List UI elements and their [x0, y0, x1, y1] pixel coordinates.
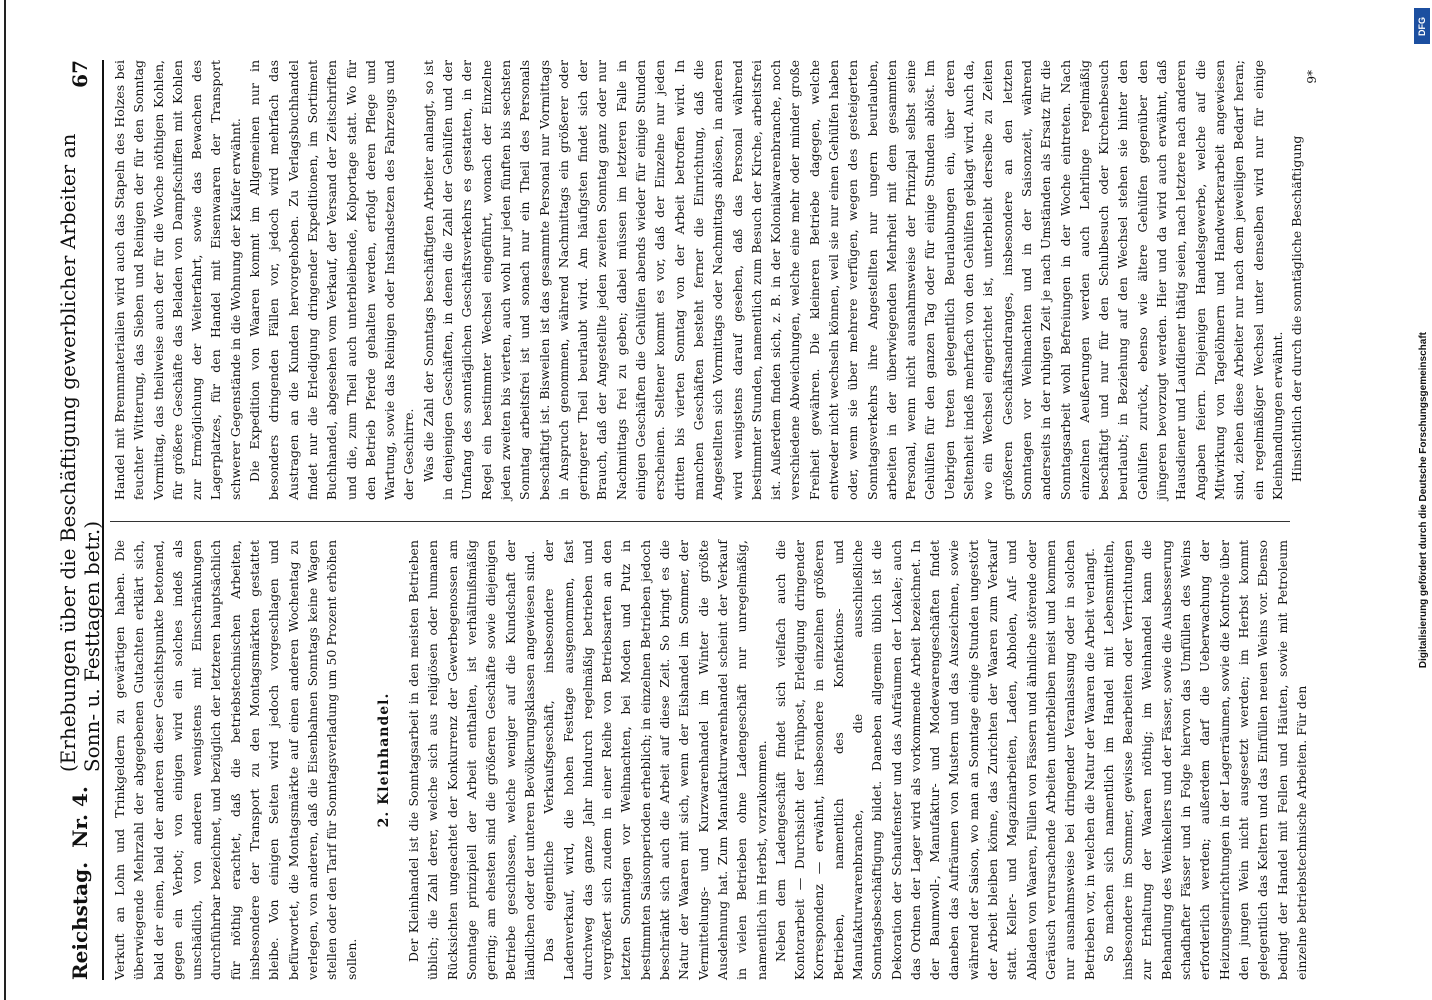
right-paragraph: Handel mit Brennmaterialien wird auch das Stapeln des Holzes bei feuchter Witterung, das Sieben und Reinigen der für den Sonntag Vormittag, das theilweise auch der für die Woche nöthigen Kohlen, für größere Geschäfte das Beladen von Dampfschiffen mit Kohlen zur Ermöglichung der Weiterfahrt, sowie das Bewachen des Lagerplatzes, für den Handel mit Eisenwaaren der Transport schwerer Gegenstände in die Wohnung der Käufer erwähnt.: [112, 60, 243, 500]
issue-number: Nr. 4.: [68, 786, 92, 848]
left-column: [110, 540, 1311, 980]
right-paragraph: Was die Zahl der Sonntags beschäftigten Arbeiter anlangt, so ist in denjenigen Geschäften, in denen die Zahl der Gehülfen und der Umfang des sonntäglichen Geschäftsverkehrs es gestatten, in der Regel ein bestimmter Wechsel eingeführt, wonach der Einzelne jeden zweiten bis vierten, auch wohl nur jeden fünften bis sechsten Sonntag arbeitsfrei ist und sonach nur ein Theil des Personals beschäftigt ist. Bisweilen ist das gesammte Personal nur Vormittags in Anspruch genommen, während Nachmittags ein größerer oder geringerer Theil beurlaubt wird. Am häufigsten findet sich der Brauch, daß der Angestellte jeden zweiten Sonntag ganz oder nur Nachmittags frei zu geben; dabei müssen im letzteren Falle in einigen Geschäften die Gehülfen abends wieder für einige Stunden erscheinen. Seltener kommt es vor, daß der Einzelne nur jeden dritten bis vierten Sonntag von der Arbeit betroffen wird. In manchen Geschäften besteht ferner die Einrichtung, daß die Angestellten sich Vormittags oder Nachmittags ablösen, in anderen wird wenigstens darauf gesehen, daß das Personal während bestimmter Stunden, namentlich zum Besuch der Kirche, arbeitsfrei ist. Außerdem finden sich, z. B. in der Kolonialwarenbranche, noch verschiedene Abweichungen, welche eine mehr oder minder große Freiheit gewähren. Die kleineren Betriebe dagegen, welche entweder nicht wechseln können, weil sie nur einen Gehülfen haben oder, wenn sie über mehrere verfügen, wegen des gesteigerten Sonntagsverkehrs ihre Angestellten nur ungern beurlauben, arbeiten in der überwiegenden Mehrheit mit dem gesammten Personal, wenn nicht ausnahmsweise der Prinzipal selbst seine Gehülfen für den ganzen Tag oder für einige Stunden ablöst. Im Uebrigen treten gelegentlich Beurlaubungen ein, über deren Seltenheit indeß mehrfach von den Gehülfen geklagt wird. Auch da, wo ein Wechsel eingerichtet ist, unterbleibt derselbe zu Zeiten größeren Geschäftsandranges, insbesondere an den letzten Sonntagen vor Weihnachten und in der Saisonzeit, während anderseits in der ruhigen Zeit je nach Umständen als Ersatz für die Sonntagsarbeit wohl Befreiungen in der Woche eintreten. Nach einzelnen Aeußerungen werden auch Lehrlinge regelmäßig beschäftigt und nur für den Schulbesuch oder Kirchenbesuch beurlaubt; in Beziehung auf den Wechsel stehen sie hinter den Gehülfen zurück, ebenso wie ältere Gehülfen gegenüber den jüngeren bevorzugt werden. Hier und da wird auch erwähnt, daß Hausdiener und Laufdiener thätig seien, nach letztere nach anderen Angaben feiern. Diejenigen Handelsgewerbe, welche auf die Mitwirkung von Tagelöhnern und Handwerkerarbeit angewiesen sind, ziehen diese Arbeiter nur nach dem jeweiligen Bedarf heran; ein regelmäßiger Wechsel unter denselben wird nur für einige Kleinhandlungen erwähnt.: [420, 60, 1285, 500]
column-divider: [110, 521, 1290, 522]
left-paragraph: Der Kleinhandel ist die Sonntagsarbeit in den meisten Betrieben üblich; die Zahl derer, welche sich aus religiösen oder humanen Rücksichten ungeachtet der Konkurrenz der Gewerbegenossen am Sonntage prinzipiell der Arbeit enthalten, ist verhältnißmäßig gering; am ehesten sind die größeren Geschäfte sowie diejenigen Betriebe geschlossen, welche weniger auf die Kundschaft der ländlichen oder der unteren Bevölkerungsklassen angewiesen sind.: [406, 540, 537, 980]
page-header: [56, 60, 104, 980]
digitization-note: Digitalisierung gefördert durch die Deutsche Forschungsgemeinschaft: [1417, 331, 1429, 669]
digitization-note-wrapper: [1416, 0, 1430, 1000]
right-paragraph: Die Expedition von Waaren kommt im Allgemeinen nur in besonders dringenden Fällen vor, jedoch wird mehrfach das Austragen an die Kunden hervorgehoben. Zu Verlagsbuchhandel findet nur die Erledigung dringender Expeditionen, im Sortiment Buchhandel, abgesehen vom Verkauf, der Versand der Zeitschriften und die, zum Theil auch unterbleibende, Kolportage statt. Wo für den Betrieb Pferde gehalten werden, erfolgt deren Pflege und Wartung, sowie das Reinigen oder Instandsetzen des Fahrzeugs und der Geschirre.: [247, 60, 417, 500]
section-heading: 2. Kleinhandel.: [375, 692, 392, 828]
dfg-badge: [1414, 8, 1430, 44]
left-paragraph: Neben dem Ladengeschäft findet sich vielfach auch die Kontorarbeit — Durchsicht der Frühpost, Erledigung dringender Korrespondenz — erwähnt, insbesondere in einzelnen größeren Betrieben, namentlich des Konfektions- und Manufakturwarenbranche, die ausschließliche Sonntagsbeschäftigung bildet. Daneben allgemein üblich ist die Dekoration der Schaufenster und das Aufräumen der Lokale; auch das Ordnen der Lager wird als vorkommende Arbeit bezeichnet. In der Baumwoll-, Manufaktur- und Modewarengeschäften findet daneben das Aufräumen von Mustern und das Auszeichnen, sowie während der Saison, wo man an Sonntage einige Stunden ungestört der Arbeit bleiben könne, das Zurichten der Waaren zum Verkauf statt. Keller- und Magazinarbeiten, Laden, Abholen, Auf- und Abladen von Waaren, Füllen von Fässern und ähnliche störende oder Geräusch verursachende Arbeiten unterbleiben meist und kommen nur ausnahmsweise bei dringender Veranlassung oder in solchen Betrieben vor, in welchen die Natur der Waaren die Arbeit verlangt.: [772, 540, 1097, 980]
header-subtitle: (Erhebungen über die Beschäftigung gewerblicher Arbeiter an Sonn- u. Festtagen betr.): [56, 133, 104, 773]
left-paragraph: So machen sich namentlich im Handel mit Lebensmitteln, insbesondere im Sommer, gewisse Bearbeiten oder Verrichtungen zur Erhaltung der Waaren nöthig; im Weinhandel kann die Behandlung des Weinkellers und der Fässer, sowie die Ausbesserung schadhafter Fässer und in Folge hiervon das Umfüllen des Weins erforderlich werden; außerdem darf die Ueberwachung der Heizungseinrichtungen in der Lagerräumen, sowie die Kontrole über den jungen Wein nicht ausgesetzt werden; im Herbst kommt gelegentlich das Keltern und das Einfüllen neuen Weins vor. Ebenso bedingt der Handel mit Fellen und Häuten, sowie mit Petroleum einzelne betriebstechnische Arbeiten. Für den: [1100, 540, 1309, 980]
sheet-signature: 9*: [1305, 70, 1319, 84]
right-column: [110, 60, 1306, 500]
page-number: 67: [68, 60, 92, 88]
left-paragraph: Das eigentliche Verkaufsgeschäft, insbesondere der Ladenverkauf, wird, die hohen Festtage ausgenommen, fast durchweg das ganze Jahr hindurch regelmäßig betrieben und vergrößert sich zudem in einer Reihe von Betriebsarten an den letzten Sonntagen vor Weihnachten, bei Moden und Putz in bestimmten Saisonperioden erheblich; in einzelnen Betrieben jedoch beschränkt sich auch die Arbeit auf diese Zeit. So bringt es die Natur der Waaren mit sich, wenn der Eishandel im Sommer, der Vermittelungs- und Kurzwarenhandel im Winter die größte Ausdehnung hat. Zum Manufakturwarenhandel scheint der Verkauf in vielen Betrieben ohne Ladengeschäft nur unregelmäßig, namentlich im Herbst, vorzukommen.: [541, 540, 769, 980]
left-paragraph: Verkuft an Lohn und Trinkgeldern zu gewärtigen haben. Die überwiegende Mehrzahl der abgegebenen Gutachten erklärt sich, bald der einen, bald der anderen dieser Gesichtspunkte betonend, gegen ein Verbot; von einigen wird ein solches indeß als unschädlich, von anderen wenigstens mit Einschränkungen durchführbar bezeichnet, und bezüglich der letzteren hauptsächlich für nöthig erachtet, daß die betriebstechnischen Arbeiten, insbesondere der Transport zu den Montagsmärkten gestattet bleibe. Von einigen Seiten wird jedoch vorgeschlagen und befürwortet, die Montagsmärkte auf einen anderen Wochentag zu verlegen, von anderen, daß die Eisenbahnen Sonntags keine Wagen stellen oder den Tarif für Sonntagsverladung um 50 Prozent erhöhen sollen.: [112, 540, 359, 980]
dfg-badge-label: DFG: [1417, 16, 1427, 36]
journal-title: Reichstag.: [68, 861, 92, 980]
header-rule: [102, 60, 104, 980]
right-paragraph: Hinsichtlich der durch die sonntägliche Beschäftigung: [1289, 135, 1305, 482]
